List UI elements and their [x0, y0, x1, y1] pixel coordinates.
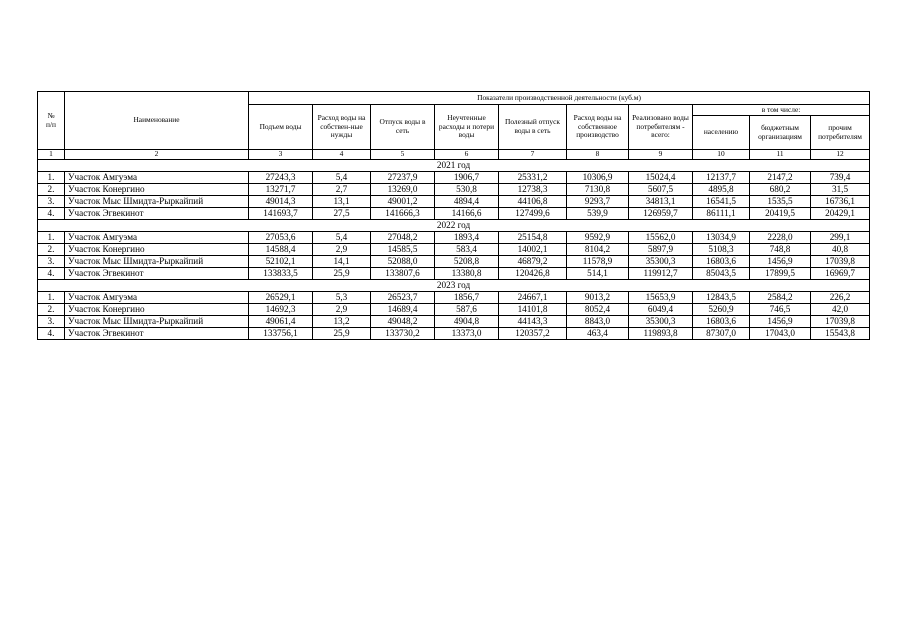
cell-value: 25,9 — [313, 328, 371, 340]
cell-value: 26529,1 — [249, 292, 313, 304]
cell-value: 10306,9 — [567, 172, 629, 184]
cell-value: 14588,4 — [249, 244, 313, 256]
cell-value: 16803,6 — [693, 256, 750, 268]
column-number: 8 — [567, 150, 629, 160]
row-index: 1. — [38, 232, 65, 244]
column-number: 11 — [750, 150, 811, 160]
included-header: в том числе: — [693, 105, 870, 116]
cell-value: 27243,3 — [249, 172, 313, 184]
cell-value: 5208,8 — [435, 256, 499, 268]
cell-value: 40,8 — [811, 244, 870, 256]
cell-value: 141693,7 — [249, 208, 313, 220]
cell-value: 25331,2 — [499, 172, 567, 184]
col-header-11: бюджетным организациям — [750, 116, 811, 150]
cell-value: 133833,5 — [249, 268, 313, 280]
cell-value: 1906,7 — [435, 172, 499, 184]
col-header-3: Подъем воды — [249, 105, 313, 150]
row-name: Участок Конергино — [65, 184, 249, 196]
cell-value: 746,5 — [750, 304, 811, 316]
row-index: 1. — [38, 292, 65, 304]
cell-value: 11578,9 — [567, 256, 629, 268]
cell-value: 27053,6 — [249, 232, 313, 244]
column-number: 9 — [629, 150, 693, 160]
cell-value: 14,1 — [313, 256, 371, 268]
cell-value: 14101,8 — [499, 304, 567, 316]
cell-value: 9592,9 — [567, 232, 629, 244]
cell-value: 15543,8 — [811, 328, 870, 340]
row-index: 4. — [38, 328, 65, 340]
row-index: 3. — [38, 256, 65, 268]
cell-value: 16969,7 — [811, 268, 870, 280]
cell-value: 44106,8 — [499, 196, 567, 208]
cell-value: 25154,8 — [499, 232, 567, 244]
cell-value: 17039,8 — [811, 316, 870, 328]
cell-value: 27,5 — [313, 208, 371, 220]
cell-value: 14002,1 — [499, 244, 567, 256]
cell-value: 2,9 — [313, 304, 371, 316]
cell-value: 739,4 — [811, 172, 870, 184]
cell-value: 1893,4 — [435, 232, 499, 244]
year-section-header — [38, 220, 870, 232]
cell-value: 1456,9 — [750, 316, 811, 328]
cell-value: 120426,8 — [499, 268, 567, 280]
col-header-4: Расход воды на собствен-ные нужды — [313, 105, 371, 150]
col-header-8: Расход воды на собственное производство — [567, 105, 629, 150]
cell-value: 133807,6 — [371, 268, 435, 280]
cell-value: 13269,0 — [371, 184, 435, 196]
cell-value: 13,2 — [313, 316, 371, 328]
cell-value: 13034,9 — [693, 232, 750, 244]
number-column-header: № п/п — [38, 92, 65, 150]
table-row — [38, 316, 870, 328]
cell-value: 12843,5 — [693, 292, 750, 304]
cell-value: 44143,3 — [499, 316, 567, 328]
cell-value: 120357,2 — [499, 328, 567, 340]
cell-value: 7130,8 — [567, 184, 629, 196]
cell-value: 133756,1 — [249, 328, 313, 340]
report-sheet — [37, 91, 869, 340]
col-header-7: Полезный отпуск воды в сеть — [499, 105, 567, 150]
column-number: 5 — [371, 150, 435, 160]
cell-value: 27237,9 — [371, 172, 435, 184]
year-label: 2021 год — [38, 160, 870, 172]
cell-value: 1856,7 — [435, 292, 499, 304]
cell-value: 119912,7 — [629, 268, 693, 280]
row-name: Участок Амгуэма — [65, 232, 249, 244]
column-number: 2 — [65, 150, 249, 160]
cell-value: 25,9 — [313, 268, 371, 280]
cell-value: 2,7 — [313, 184, 371, 196]
row-name: Участок Эгвекинот — [65, 268, 249, 280]
row-name: Участок Амгуэма — [65, 172, 249, 184]
cell-value: 17043,0 — [750, 328, 811, 340]
row-index: 4. — [38, 268, 65, 280]
cell-value: 2228,0 — [750, 232, 811, 244]
cell-value: 539,9 — [567, 208, 629, 220]
group-header: Показатели производственной деятельности (куб.м) — [249, 92, 870, 105]
cell-value: 2584,2 — [750, 292, 811, 304]
row-name: Участок Мыс Шмидта-Рыркайпий — [65, 316, 249, 328]
col-header-9: Реализовано воды потребителям - всего: — [629, 105, 693, 150]
cell-value: 52102,1 — [249, 256, 313, 268]
row-index: 4. — [38, 208, 65, 220]
cell-value: 24667,1 — [499, 292, 567, 304]
column-number: 10 — [693, 150, 750, 160]
cell-value: 35300,3 — [629, 256, 693, 268]
cell-value: 5108,3 — [693, 244, 750, 256]
column-number: 4 — [313, 150, 371, 160]
cell-value: 2,9 — [313, 244, 371, 256]
cell-value: 12738,3 — [499, 184, 567, 196]
column-numbers-row — [38, 150, 870, 160]
col-header-10: населению — [693, 116, 750, 150]
cell-value: 127499,6 — [499, 208, 567, 220]
column-number: 12 — [811, 150, 870, 160]
cell-value: 4904,8 — [435, 316, 499, 328]
cell-value: 15653,9 — [629, 292, 693, 304]
cell-value: 16803,6 — [693, 316, 750, 328]
cell-value: 126959,7 — [629, 208, 693, 220]
row-index: 3. — [38, 316, 65, 328]
row-name: Участок Амгуэма — [65, 292, 249, 304]
cell-value: 13,1 — [313, 196, 371, 208]
cell-value: 141666,3 — [371, 208, 435, 220]
column-number: 6 — [435, 150, 499, 160]
table-row — [38, 184, 870, 196]
cell-value: 13380,8 — [435, 268, 499, 280]
cell-value: 514,1 — [567, 268, 629, 280]
cell-value: 680,2 — [750, 184, 811, 196]
cell-value: 17899,5 — [750, 268, 811, 280]
year-label: 2022 год — [38, 220, 870, 232]
column-number: 7 — [499, 150, 567, 160]
row-name: Участок Эгвекинот — [65, 328, 249, 340]
cell-value: 5,3 — [313, 292, 371, 304]
cell-value: 463,4 — [567, 328, 629, 340]
cell-value: 27048,2 — [371, 232, 435, 244]
name-column-header: Наименование — [65, 92, 249, 150]
cell-value: 226,2 — [811, 292, 870, 304]
cell-value: 6049,4 — [629, 304, 693, 316]
cell-value: 31,5 — [811, 184, 870, 196]
cell-value: 5,4 — [313, 172, 371, 184]
table-row — [38, 196, 870, 208]
cell-value: 583,4 — [435, 244, 499, 256]
cell-value: 86111,1 — [693, 208, 750, 220]
table-row — [38, 268, 870, 280]
column-number: 1 — [38, 150, 65, 160]
cell-value: 14692,3 — [249, 304, 313, 316]
cell-value: 15024,4 — [629, 172, 693, 184]
cell-value: 12137,7 — [693, 172, 750, 184]
cell-value: 49048,2 — [371, 316, 435, 328]
table-row — [38, 172, 870, 184]
cell-value: 16541,5 — [693, 196, 750, 208]
row-name: Участок Конергино — [65, 304, 249, 316]
cell-value: 42,0 — [811, 304, 870, 316]
cell-value: 8104,2 — [567, 244, 629, 256]
cell-value: 17039,8 — [811, 256, 870, 268]
cell-value: 4895,8 — [693, 184, 750, 196]
row-index: 1. — [38, 172, 65, 184]
col-header-12: прочим потребителям — [811, 116, 870, 150]
production-indicators-table — [37, 91, 870, 340]
cell-value: 87307,0 — [693, 328, 750, 340]
cell-value: 14585,5 — [371, 244, 435, 256]
cell-value: 9013,2 — [567, 292, 629, 304]
cell-value: 49001,2 — [371, 196, 435, 208]
table-row — [38, 232, 870, 244]
row-name: Участок Мыс Шмидта-Рыркайпий — [65, 196, 249, 208]
table-row — [38, 208, 870, 220]
cell-value: 5607,5 — [629, 184, 693, 196]
table-header — [38, 92, 870, 150]
cell-value: 49061,4 — [249, 316, 313, 328]
cell-value: 119893,8 — [629, 328, 693, 340]
column-number: 3 — [249, 150, 313, 160]
table-row — [38, 304, 870, 316]
cell-value: 52088,0 — [371, 256, 435, 268]
row-name: Участок Эгвекинот — [65, 208, 249, 220]
cell-value: 14166,6 — [435, 208, 499, 220]
col-header-5: Отпуск воды в сеть — [371, 105, 435, 150]
cell-value: 13373,0 — [435, 328, 499, 340]
cell-value: 133730,2 — [371, 328, 435, 340]
cell-value: 9293,7 — [567, 196, 629, 208]
row-index: 2. — [38, 184, 65, 196]
cell-value: 14689,4 — [371, 304, 435, 316]
cell-value: 5897,9 — [629, 244, 693, 256]
row-index: 2. — [38, 244, 65, 256]
cell-value: 1456,9 — [750, 256, 811, 268]
table-row — [38, 328, 870, 340]
cell-value: 530,8 — [435, 184, 499, 196]
cell-value: 35300,3 — [629, 316, 693, 328]
cell-value: 13271,7 — [249, 184, 313, 196]
cell-value: 34813,1 — [629, 196, 693, 208]
row-name: Участок Мыс Шмидта-Рыркайпий — [65, 256, 249, 268]
cell-value: 2147,2 — [750, 172, 811, 184]
cell-value: 26523,7 — [371, 292, 435, 304]
cell-value: 748,8 — [750, 244, 811, 256]
table-row — [38, 292, 870, 304]
cell-value: 8843,0 — [567, 316, 629, 328]
cell-value: 299,1 — [811, 232, 870, 244]
year-label: 2023 год — [38, 280, 870, 292]
cell-value: 85043,5 — [693, 268, 750, 280]
row-index: 2. — [38, 304, 65, 316]
cell-value: 49014,3 — [249, 196, 313, 208]
cell-value: 46879,2 — [499, 256, 567, 268]
year-section-header — [38, 160, 870, 172]
cell-value: 20419,5 — [750, 208, 811, 220]
table-body — [38, 150, 870, 340]
cell-value: 8052,4 — [567, 304, 629, 316]
cell-value: 16736,1 — [811, 196, 870, 208]
cell-value: 5260,9 — [693, 304, 750, 316]
row-name: Участок Конергино — [65, 244, 249, 256]
cell-value: 587,6 — [435, 304, 499, 316]
cell-value: 20429,1 — [811, 208, 870, 220]
table-row — [38, 256, 870, 268]
row-index: 3. — [38, 196, 65, 208]
col-header-6: Неучтенные расходы и потери воды — [435, 105, 499, 150]
table-row — [38, 244, 870, 256]
cell-value: 5,4 — [313, 232, 371, 244]
cell-value: 15562,0 — [629, 232, 693, 244]
year-section-header — [38, 280, 870, 292]
cell-value: 4894,4 — [435, 196, 499, 208]
cell-value: 1535,5 — [750, 196, 811, 208]
